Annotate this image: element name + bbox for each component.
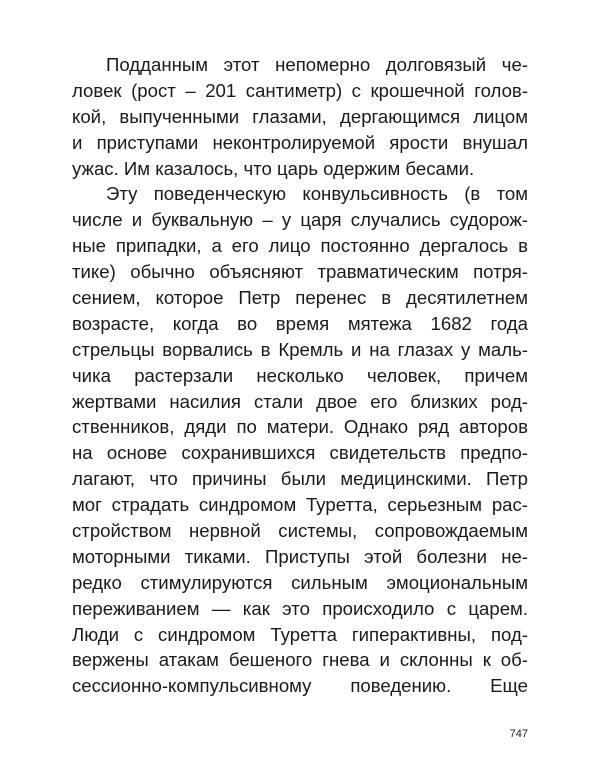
text-line: редко стимулируются сильным эмоциональным (72, 571, 528, 593)
text-line: на основе сохранившихся свидетельств предпо- (72, 442, 528, 464)
page-number: 747 (509, 728, 528, 740)
body-text (72, 52, 528, 699)
text-line: стрельцы ворвались в Кремль и на глазах у маль- (72, 338, 528, 360)
text-line: стройством нервной системы, сопровождаемым (72, 520, 528, 542)
text-line: Эту поведенческую конвульсивность (в том (106, 183, 528, 205)
text-line: тике) обычно объясняют травматическим потря- (72, 261, 528, 283)
text-line: ужас. Им казалось, что царь одержим бесами. (72, 157, 475, 179)
text-line: жертвами насилия стали двое его близких род- (72, 390, 528, 412)
text-line: ственников, дяди по матери. Однако ряд авторов (72, 416, 528, 438)
text-line: переживанием — как это происходило с царем. (72, 597, 528, 619)
text-line: Люди с синдромом Туретта гиперактивны, под- (72, 623, 528, 645)
text-line: кой, выпученными глазами, дергающимся лицом (72, 105, 528, 127)
text-line: сессионно-компульсивному поведению. Еще (72, 675, 528, 697)
text-line: возрасте, когда во время мятежа 1682 года (72, 312, 528, 334)
text-line: моторными тиками. Приступы этой болезни не- (72, 545, 528, 567)
text-line: Подданным этот непомерно долговязый че- (106, 54, 528, 75)
text-line: чика растерзали несколько человек, причем (72, 364, 528, 386)
text-line: и приступами неконтролируемой ярости внушал (72, 131, 528, 153)
text-line: вержены атакам бешеного гнева и склонны к об- (72, 649, 528, 671)
text-line: ловек (рост – 201 сантиметр) с крошечной голов- (72, 79, 528, 101)
text-line: числе и буквальную – у царя случались судорож- (72, 209, 528, 231)
text-line: ные припадки, а его лицо постоянно дергалось в (72, 235, 528, 257)
text-line: сением, которое Петр перенес в десятилетнем (72, 287, 528, 309)
text-line: мог страдать синдромом Туретта, серьезным рас- (72, 494, 528, 516)
text-line: лагают, что причины были медицинскими. Петр (72, 468, 528, 490)
